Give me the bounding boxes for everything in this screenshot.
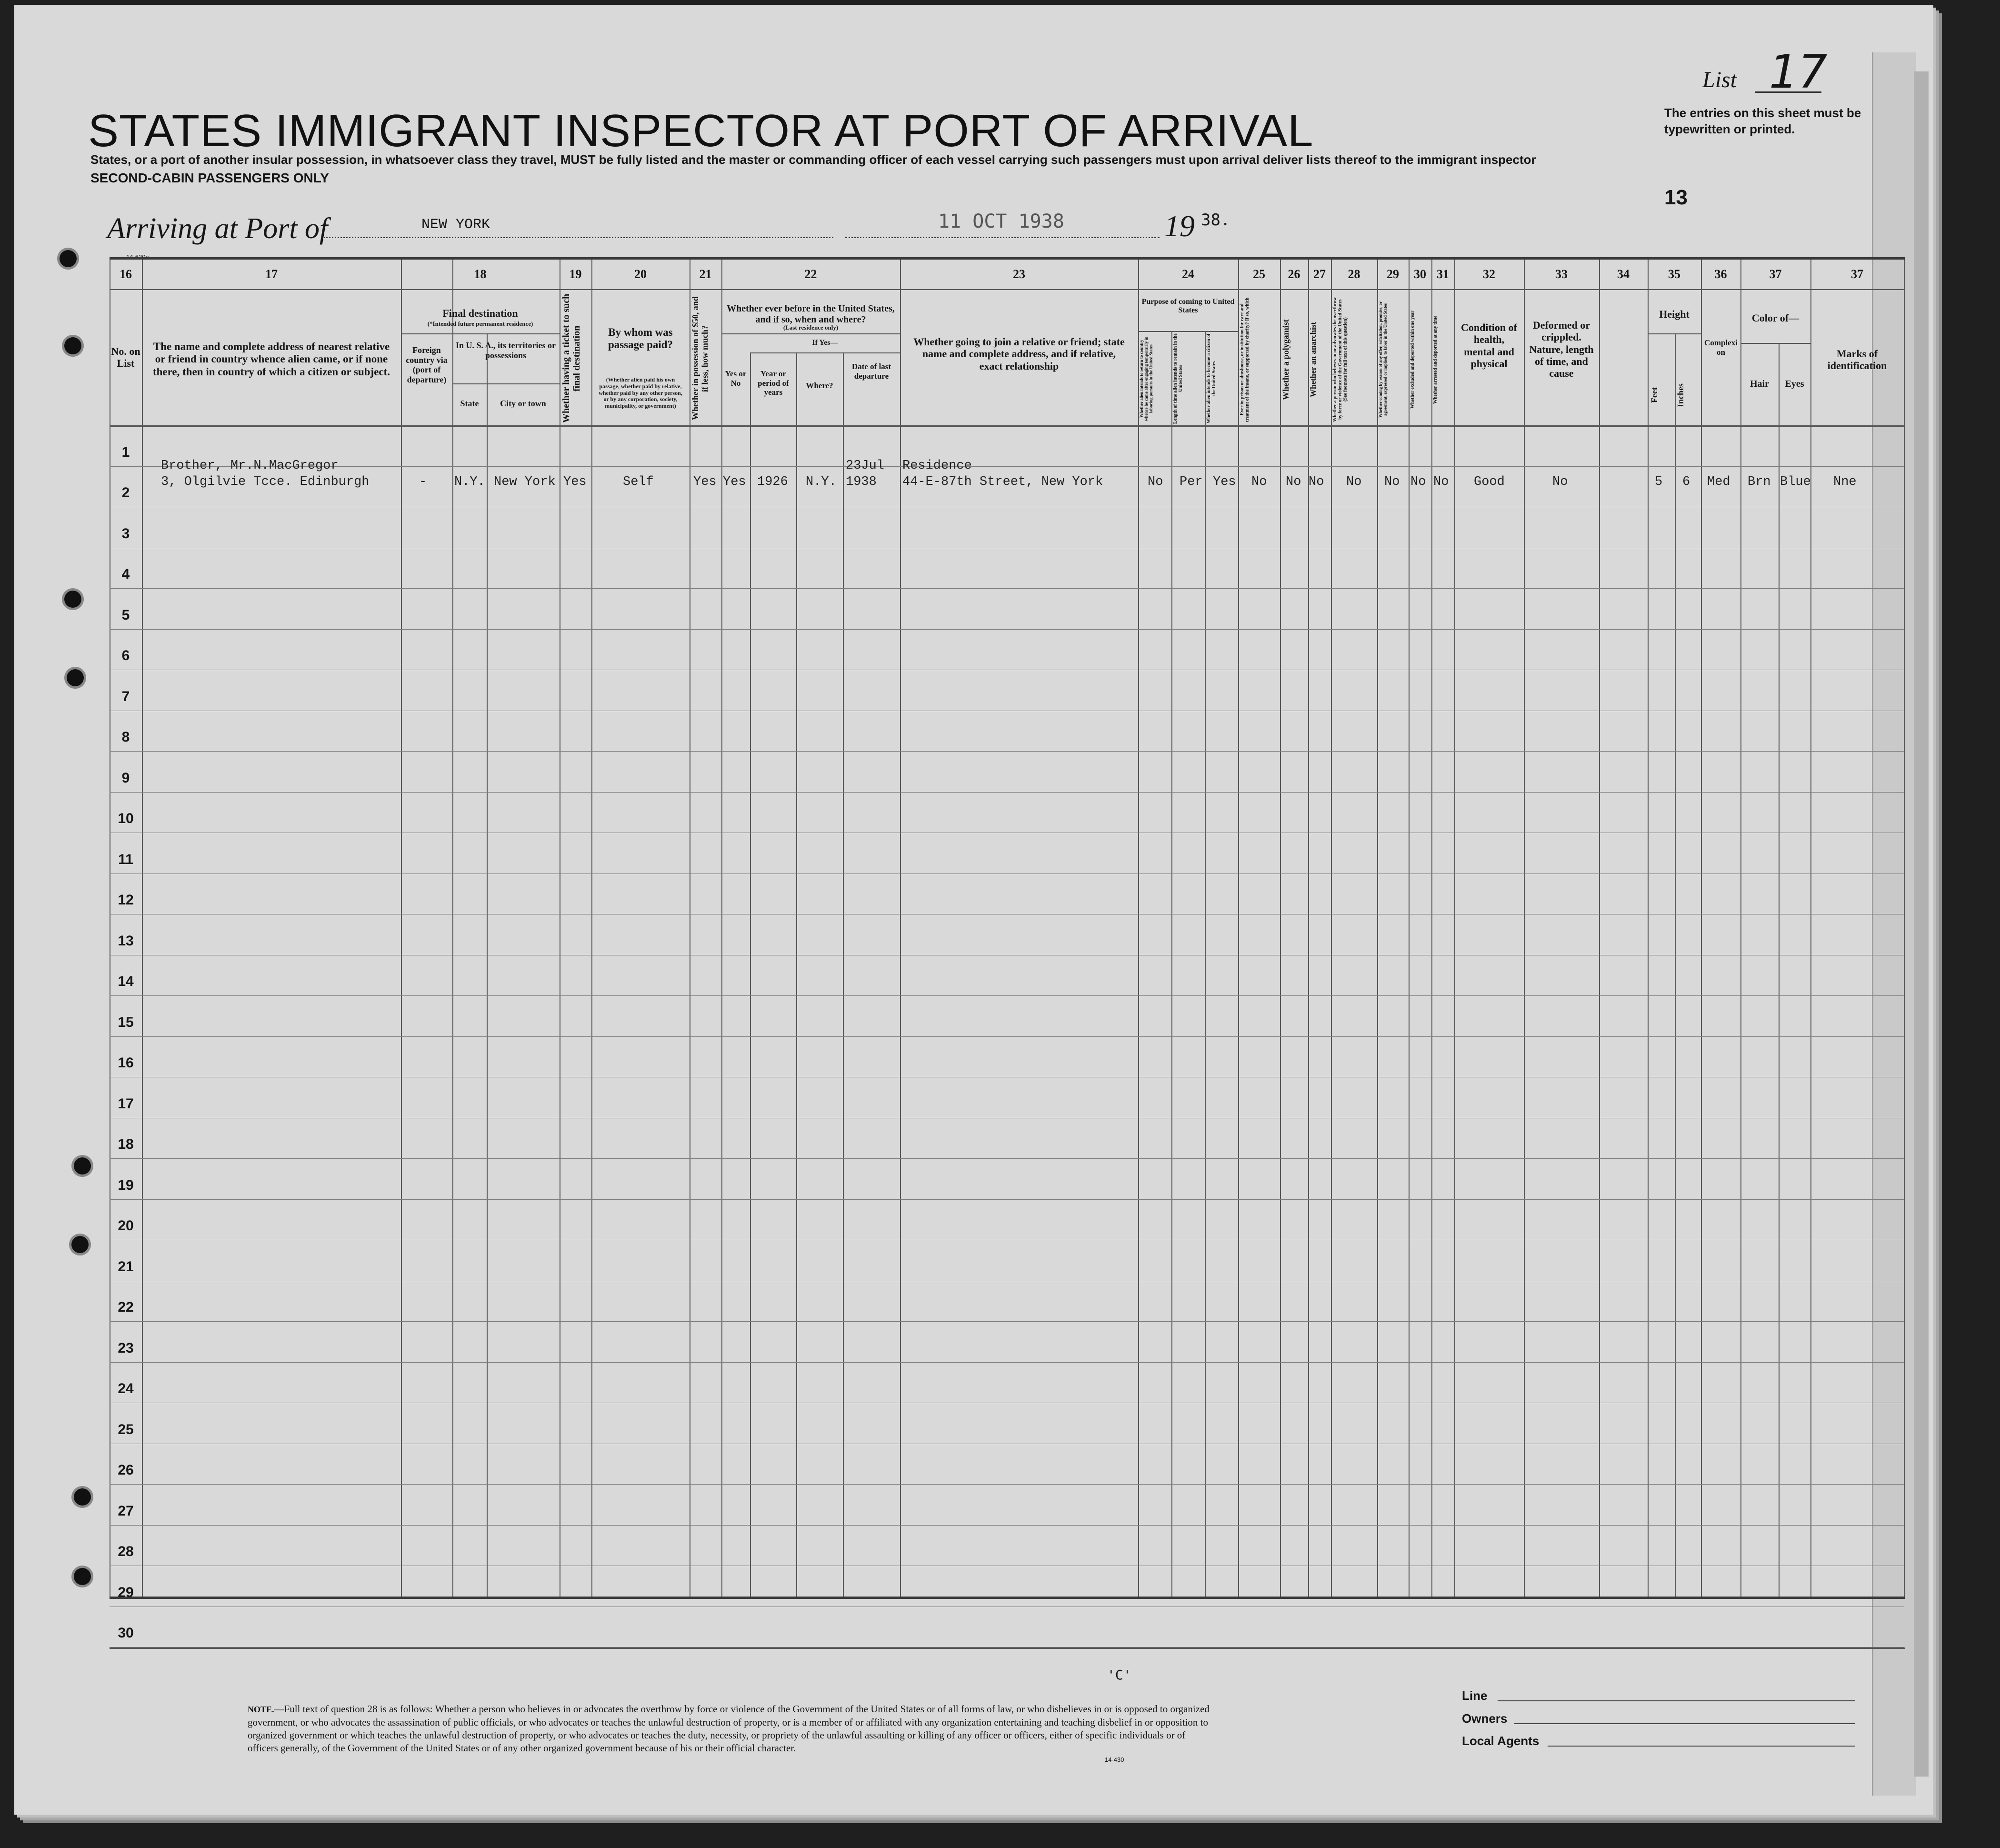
port-value: NEW YORK	[421, 217, 490, 233]
row-number: 15	[118, 1014, 134, 1030]
binding-hole	[74, 1568, 91, 1585]
relative-address: 3, Olgilvie Tcce. Edinburgh	[161, 475, 370, 489]
col-line	[1205, 331, 1206, 1597]
row-number: 6	[121, 648, 130, 663]
col-line	[1431, 260, 1432, 1597]
column-number: 20	[634, 267, 647, 281]
page-edge-stack-2	[1914, 71, 1929, 1777]
row-number: 25	[118, 1422, 134, 1437]
binding-hole	[74, 1157, 91, 1175]
column-number: 19	[569, 267, 582, 281]
date-stamp: 11 OCT 1938	[938, 211, 1064, 232]
owners-label: Owners	[1462, 1711, 1508, 1726]
binding-hole	[60, 250, 77, 267]
row-number: 13	[118, 933, 134, 949]
header-excluded: Whether excluded and deported within one year	[1410, 311, 1415, 409]
header-question-28: Whether a person who believes in or advocates the overthrow by force or violence of the Government of the United States (See footnote for full text of this question)	[1332, 297, 1348, 422]
header-labor-offer: Whether coming by reason of any offer, solicitation, promise, or agreement, expressed or implied, to labor in the United States	[1378, 301, 1388, 418]
binding-hole	[64, 337, 81, 354]
column-number: 17	[265, 267, 278, 281]
row-number: 4	[121, 566, 130, 582]
date-line	[845, 237, 1160, 238]
column-number: 25	[1253, 267, 1265, 281]
header-anarchist: Whether an anarchist	[1309, 321, 1318, 398]
header-arrested: Whether arrested and deported at any time	[1433, 315, 1438, 404]
header-height: Height	[1659, 308, 1690, 320]
header-final-destination-note: (*Intended future permanent residence)	[427, 320, 533, 327]
col-line	[721, 260, 722, 1597]
row-number: 24	[118, 1381, 134, 1396]
binding-hole	[67, 669, 84, 686]
departure-day: 23Jul	[846, 459, 885, 473]
col-line	[1409, 260, 1410, 1597]
table-row	[110, 1321, 1904, 1322]
col-line	[1648, 260, 1649, 1597]
header-length-of-stay: Length of time alien intends to remain in the United States	[1173, 333, 1183, 424]
column-number: 32	[1483, 267, 1495, 281]
header-foreign-country: Foreign country via (port of departure)	[406, 345, 448, 385]
header-purpose: Purpose of coming to United States	[1141, 298, 1235, 315]
footnote-text: —Full text of question 28 is as follows: Whether a person who believes in or advocates the overthrow by force or violence of the Government of the United States or of all forms of law, or who disbelieves in or is opposed to organized government, or who advocates the assassination of public officials, or who advocates or teaches the unlawful destruction of property, or is a member of or affiliated with any organization entertaining and teaching disbelief in or opposition to organized government or which teaches the unlawful destruction of property, or who advocates or teaches the duty, necessity, or propriety of the unlawful assaulting or killing of any officer or officers, either of specific individuals or of officers generally, of the Government of the United States or of any other organized government because of his or their official character.	[248, 1703, 1210, 1754]
header-citizen: Whether alien intends to become a citizen of the United States	[1206, 333, 1217, 424]
table-row	[110, 466, 1904, 467]
foreign-port: -	[419, 475, 427, 489]
inches-value: 6	[1682, 475, 1690, 489]
typewritten-note: The entries on this sheet must be typewritten or printed.	[1664, 106, 1861, 136]
column-number: 23	[1013, 267, 1025, 281]
row-number: 19	[118, 1177, 134, 1193]
col-line	[1904, 260, 1905, 1597]
line-signature-line	[1498, 1700, 1855, 1701]
header-in-usa: In U. S. A., its territories or possessions	[456, 341, 556, 360]
table-row	[110, 1199, 1904, 1200]
column-number: 31	[1437, 267, 1449, 281]
column-number: 36	[1714, 267, 1727, 281]
ticket-value: Yes	[563, 475, 587, 489]
header-passage-paid: By whom was passage paid?	[608, 326, 673, 351]
paid-by-value: Self	[623, 475, 654, 489]
footer-form-code: 14-430	[1105, 1756, 1124, 1763]
col-line	[1524, 260, 1525, 1597]
passenger-class-label: SECOND-CABIN PASSENGERS ONLY	[90, 171, 329, 185]
row-number: 28	[118, 1544, 134, 1559]
header-city: City or town	[500, 399, 546, 408]
table-row	[110, 1158, 1904, 1159]
col-line	[1599, 260, 1600, 1597]
header-state: State	[460, 399, 479, 408]
year-suffix: 38.	[1201, 211, 1230, 230]
header-yes-no: Yes or No	[725, 369, 747, 388]
col-line	[1171, 331, 1172, 1597]
table-row	[110, 1362, 1904, 1363]
column-number: 26	[1288, 267, 1300, 281]
row-number: 14	[118, 974, 134, 989]
port-line	[324, 237, 833, 238]
sheet-number: 13	[1664, 186, 1688, 209]
row-number: 20	[118, 1218, 134, 1234]
manifest-sheet	[14, 5, 1933, 1815]
header-prison: Ever in prison or almshouse, or institution for care and treatment of the insane, or supported by charity? If so, which	[1240, 297, 1250, 422]
table-row	[110, 1525, 1904, 1526]
col-line	[1238, 260, 1239, 1597]
header-ticket: Whether having a ticket to such final destination	[561, 293, 582, 423]
header-health: Condition of health, mental and physical	[1461, 321, 1517, 370]
header-year: Year or period of years	[758, 369, 789, 397]
column-number: 27	[1313, 267, 1326, 281]
row-number: 1	[121, 444, 130, 460]
header-feet: Feet	[1650, 387, 1659, 403]
header-marks: Marks of identification	[1827, 348, 1887, 372]
col-line	[142, 260, 143, 1597]
col-line	[1454, 260, 1455, 1597]
citizen-value: Yes	[1213, 475, 1236, 489]
sub-header-line	[721, 333, 900, 334]
column-number: 21	[699, 267, 712, 281]
header-bottom	[110, 425, 1905, 427]
complexion-value: Med	[1707, 475, 1730, 489]
sub-header-line	[1648, 333, 1701, 334]
table-row	[110, 629, 1904, 630]
col-line	[487, 333, 488, 1597]
row-number: 29	[118, 1585, 134, 1600]
page-title: STATES IMMIGRANT INSPECTOR AT PORT OF ARRIVAL	[88, 105, 1314, 156]
previous-visit-value: Yes	[723, 475, 746, 489]
sub-header-line	[1138, 331, 1238, 332]
column-number: 34	[1617, 267, 1630, 281]
table-row	[110, 995, 1904, 996]
binding-hole	[74, 1488, 91, 1506]
column-number: 33	[1555, 267, 1568, 281]
list-label: List	[1702, 67, 1737, 92]
table-row	[110, 751, 1904, 752]
question-29-value: No	[1384, 475, 1400, 489]
col-line	[1779, 343, 1780, 1597]
header-list-number: No. on List	[111, 345, 140, 370]
anarchist-value: No	[1309, 475, 1324, 489]
binding-hole	[71, 1236, 89, 1253]
col-line	[900, 260, 901, 1597]
header-passage-note: (Whether alien paid his own passage, whether paid by relative, whether paid by any other person, or by any corporation, society, municipality, or government)	[599, 376, 682, 410]
row-number: 5	[121, 607, 130, 623]
binding-hole	[64, 591, 81, 608]
sub-header-line	[1740, 343, 1810, 344]
year-prefix: 19	[1164, 209, 1195, 243]
header-inches: Inches	[1676, 383, 1685, 408]
row-number: 11	[118, 852, 133, 867]
destination-state: N.Y.	[454, 475, 485, 489]
agents-signature-line	[1548, 1746, 1855, 1747]
col-line	[750, 352, 751, 1597]
owners-signature-line	[1514, 1723, 1855, 1724]
header-final-destination: Final destination	[442, 307, 518, 319]
header-color-of: Color of—	[1751, 312, 1800, 324]
header-where: Where?	[806, 381, 833, 390]
row-number: 10	[118, 811, 134, 826]
row-number: 3	[121, 526, 130, 542]
table-bottom	[110, 1647, 1905, 1649]
column-number: 16	[120, 267, 132, 281]
polygamist-value: No	[1286, 475, 1301, 489]
row-number: 18	[118, 1136, 134, 1152]
column-number: 35	[1668, 267, 1680, 281]
question-30-value: No	[1410, 475, 1426, 489]
row-number: 9	[121, 770, 130, 786]
hair-value: Brn	[1748, 475, 1771, 489]
header-divider	[110, 289, 1905, 290]
join-relationship: Residence	[902, 459, 972, 473]
row-number: 12	[118, 892, 134, 908]
join-address: 44-E-87th Street, New York	[902, 475, 1103, 489]
row-number: 17	[118, 1096, 134, 1112]
footnote	[248, 1703, 1214, 1755]
sub-header-line	[401, 333, 560, 334]
c-mark: 'C'	[1107, 1667, 1131, 1683]
row-number: 27	[118, 1503, 134, 1519]
table-row	[110, 792, 1904, 793]
row-number: 26	[118, 1462, 134, 1478]
col-line	[796, 352, 797, 1597]
header-polygamist: Whether a polygamist	[1281, 319, 1290, 400]
table-row	[110, 1036, 1904, 1037]
row-number: 30	[118, 1625, 134, 1641]
header-last-departure: Date of last departure	[851, 362, 891, 381]
column-number: 37	[1769, 267, 1782, 281]
row-number: 22	[118, 1299, 134, 1315]
column-number: 30	[1414, 267, 1426, 281]
col-line	[843, 352, 844, 1597]
header-deformed: Deformed or crippled. Nature, length of time, and cause	[1529, 319, 1594, 380]
money-value: Yes	[693, 475, 717, 489]
column-number: 22	[804, 267, 817, 281]
header-relative: The name and complete address of nearest relative or friend in country whence alien came, or if none there, then in country of which a citizen or subject.	[152, 341, 390, 378]
column-number: 18	[474, 267, 487, 281]
visit-where-value: N.Y.	[806, 475, 837, 489]
line-label: Line	[1462, 1688, 1488, 1703]
visit-year-value: 1926	[757, 475, 788, 489]
relative-name: Brother, Mr.N.MacGregor	[161, 459, 339, 473]
header-previous-visit: Whether ever before in the United States, and if so, when and where?	[727, 303, 895, 325]
row-number: 7	[121, 689, 130, 704]
row-number: 16	[118, 1055, 134, 1071]
column-number: 29	[1387, 267, 1399, 281]
question-31-value: No	[1433, 475, 1449, 489]
header-return: Whether alien intends to return to country whence he came after engaging temporarily in laboring pursuits in the United States	[1139, 336, 1153, 421]
form-code: 14-630a	[126, 253, 149, 261]
eyes-value: Blue	[1780, 475, 1811, 489]
col-line	[591, 260, 592, 1597]
header-if-yes: If Yes—	[812, 339, 838, 347]
col-line	[1701, 260, 1702, 1597]
arriving-label: Arriving at Port of	[107, 212, 328, 245]
table-row	[110, 1484, 1904, 1485]
agents-label: Local Agents	[1462, 1734, 1540, 1748]
footnote-label: NOTE.	[248, 1705, 274, 1714]
col-line	[452, 260, 453, 1597]
column-number: 24	[1182, 267, 1194, 281]
deformed-value: No	[1552, 475, 1568, 489]
destination-city: New York	[494, 475, 556, 489]
col-line	[401, 260, 402, 1597]
col-line	[1810, 260, 1811, 1597]
row-number: 23	[118, 1340, 134, 1356]
column-number: 28	[1348, 267, 1360, 281]
col-line	[1280, 260, 1281, 1597]
return-value: No	[1148, 475, 1163, 489]
sub-header-line	[750, 352, 900, 353]
list-number: 17	[1769, 45, 1828, 99]
departure-year: 1938	[846, 475, 877, 489]
header-last-residence-note: (Last residence only)	[783, 324, 839, 331]
col-line	[1377, 260, 1378, 1597]
manifest-table	[110, 257, 1905, 1641]
row-number: 21	[118, 1259, 134, 1275]
header-hair: Hair	[1750, 379, 1769, 389]
question-28-value: No	[1346, 475, 1362, 489]
column-number: 37	[1851, 267, 1863, 281]
instructions-text: States, or a port of another insular possession, in whatsoever class they travel, MUST be fully listed and the master or commanding officer of each vessel carrying such passengers must upon arrival deliver lists thereof to the immigrant inspector	[90, 152, 1536, 167]
feet-value: 5	[1655, 475, 1663, 489]
prison-value: No	[1251, 475, 1267, 489]
row-number: 2	[121, 485, 130, 501]
length-value: Per	[1180, 475, 1203, 489]
col-line	[1740, 260, 1741, 1597]
header-eyes: Eyes	[1785, 379, 1804, 389]
table-row	[110, 588, 1904, 589]
col-line	[1675, 333, 1676, 1597]
health-value: Good	[1474, 475, 1505, 489]
col-line	[1331, 260, 1332, 1597]
row-number: 8	[121, 729, 130, 745]
col-line	[1308, 260, 1309, 1597]
header-fifty-dollars: Whether in possession of $50, and if less, how much?	[690, 296, 710, 421]
header-join-relative: Whether going to join a relative or friend; state name and complete address, and if relative, exact relationship	[913, 336, 1125, 372]
header-complexion: Complexion	[1704, 338, 1738, 357]
col-line	[1138, 260, 1139, 1597]
sub-header-line	[452, 383, 560, 384]
marks-value: Nne	[1833, 475, 1857, 489]
